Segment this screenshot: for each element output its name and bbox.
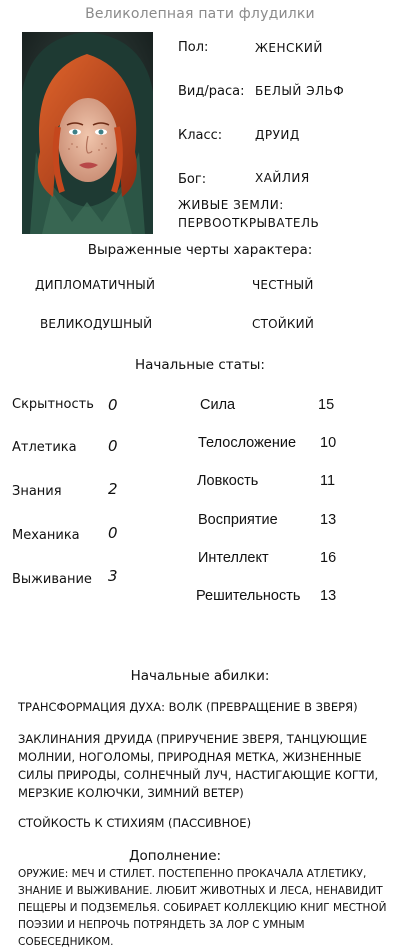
skill-label: Механика — [12, 528, 80, 543]
skill-label: Знания — [12, 484, 62, 499]
stats-heading: Начальные статы: — [135, 357, 265, 373]
trait-item: ЧЕСТНЫЙ — [252, 278, 314, 292]
trait-item: ВЕЛИКОДУШНЫЙ — [40, 317, 153, 331]
origin-line-1: ЖИВЫЕ ЗЕМЛИ: — [178, 198, 284, 212]
attribute-value: 13 — [320, 588, 337, 604]
skill-value: 2 — [108, 480, 118, 498]
skill-value: 0 — [108, 437, 118, 455]
attribute-label: Восприятие — [198, 512, 278, 528]
class-value: ДРУИД — [255, 128, 300, 142]
skill-value: 3 — [108, 567, 118, 585]
traits-heading: Выраженные черты характера: — [87, 242, 313, 258]
race-label: Вид/раса: — [178, 84, 245, 99]
class-label: Класс: — [178, 128, 223, 143]
attribute-label: Ловкость — [197, 473, 259, 489]
character-portrait — [22, 32, 153, 234]
addition-text: ОРУЖИЕ: МЕЧ И СТИЛЕТ. ПОСТЕПЕННО ПРОКАЧАЛА АТЛЕТИКУ, ЗНАНИЕ И ВЫЖИВАНИЕ. ЛЮБИТ ЖИВОТНЫХ И ЛЕСА, НЕНАВИДИТ ПЕЩЕРЫ И ПОДЗЕМЕЛЬЯ. СОБИРАЕТ КОЛЛЕКЦИЮ КНИГ МЕСТНОЙ ПОЭЗИИ И НЕПРОЧЬ ПОТРЯНДЕТЬ ЗА ЛОР С УМНЫМ СОБЕСЕДНИКОМ. — [18, 868, 387, 948]
attribute-value: 11 — [320, 473, 336, 489]
addition-heading: Дополнение: — [128, 848, 222, 864]
attribute-value: 16 — [320, 550, 337, 566]
god-label: Бог: — [178, 172, 207, 187]
skill-label: Скрытность — [12, 397, 94, 412]
skill-value: 0 — [108, 524, 118, 542]
ability-item: ЗАКЛИНАНИЯ ДРУИДА (ПРИРУЧЕНИЕ ЗВЕРЯ, ТАНЦУЮЩИЕ МОЛНИИ, НОГОЛОМЫ, ПРИРОДНАЯ МЕТКА, ЖИЗНЕННЫЕ СИЛЫ ПРИРОДЫ, СОЛНЕЧНЫЙ ЛУЧ, НАСТИГАЮЩИЕ КОГТИ, МЕРЗКИЕ КОЛЮЧКИ, ЗИМНИЙ ВЕТЕР) — [18, 732, 379, 800]
ability-item: СТОЙКОСТЬ К СТИХИЯМ (ПАССИВНОЕ) — [18, 816, 252, 830]
skill-label: Выживание — [12, 572, 92, 587]
attribute-value: 10 — [320, 435, 337, 451]
gender-value: ЖЕНСКИЙ — [255, 41, 323, 55]
attribute-label: Решительность — [196, 588, 301, 604]
origin-line-2: ПЕРВООТКРЫВАТЕЛЬ — [178, 216, 320, 230]
skill-value: 0 — [108, 396, 118, 414]
attribute-label: Интеллект — [198, 550, 269, 566]
skill-label: Атлетика — [12, 440, 77, 455]
portrait-image — [22, 32, 153, 234]
attribute-label: Сила — [200, 397, 236, 413]
attribute-value: 13 — [320, 512, 337, 528]
god-value: ХАЙЛИЯ — [255, 171, 310, 185]
attribute-value: 15 — [318, 397, 335, 413]
race-value: БЕЛЫЙ ЭЛЬФ — [255, 84, 345, 98]
trait-item: ДИПЛОМАТИЧНЫЙ — [35, 278, 156, 292]
gender-label: Пол: — [178, 40, 209, 55]
attribute-label: Телосложение — [198, 435, 297, 451]
trait-item: СТОЙКИЙ — [252, 317, 315, 331]
abilities-heading: Начальные абилки: — [130, 668, 270, 684]
page-title: Великолепная пати флудилки — [85, 6, 315, 22]
ability-item: ТРАНСФОРМАЦИЯ ДУХА: ВОЛК (ПРЕВРАЩЕНИЕ В ЗВЕРЯ) — [18, 700, 358, 714]
